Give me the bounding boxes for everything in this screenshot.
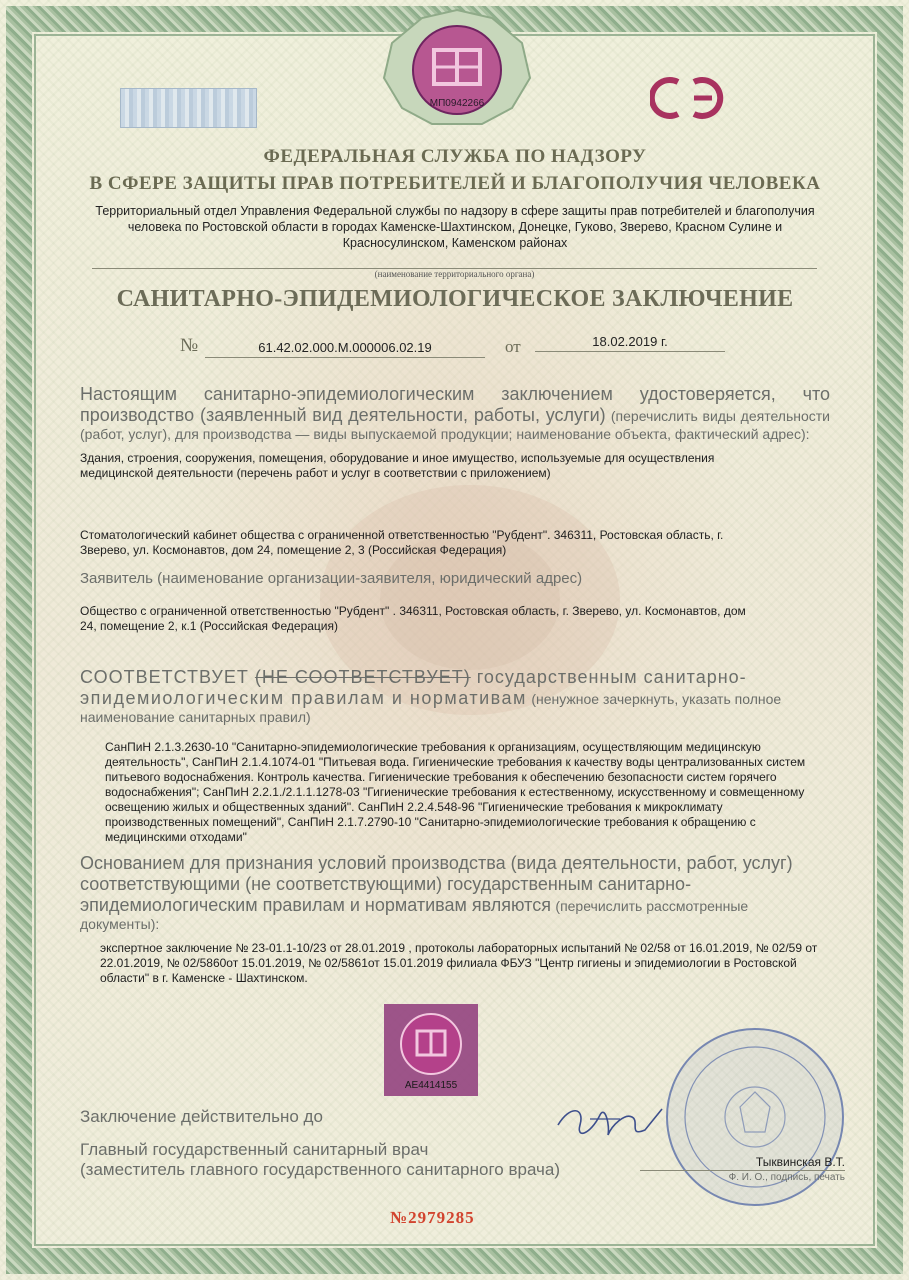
top-hologram-emblem-icon xyxy=(372,8,542,128)
hologram-strip xyxy=(120,88,257,128)
territorial-line2: человека по Ростовской области в городах Каменске-Шахтинском, Донецке, Гуково, Зверево, Красном Сулине и xyxy=(127,220,783,234)
conformity-word: СООТВЕТСТВУЕТ xyxy=(80,667,249,687)
applicant-line1: Общество с ограниченной ответственностью "Рубдент" . 346311, Ростовская область, г. Зверево, ул. Космонавтов, дом xyxy=(80,604,746,618)
se-logo-icon xyxy=(650,74,734,122)
territorial-line1: Территориальный отдел Управления Федеральной службы по надзору в сфере защиты прав потребителей и благополучия xyxy=(95,204,815,218)
applicant-hint: (наименование организации-заявителя, юридический адрес) xyxy=(157,570,583,587)
applicant-label: Заявитель xyxy=(80,570,153,587)
sanitary-rules-list: СанПиН 2.1.3.2630-10 "Санитарно-эпидемиологические требования к организациям, осуществляющим медицинскую деятельность", СанПиН 2.1.4.1074-01 "Питьевая вода. Гигиенические требования к качеству воды централизованных систем питьевого водоснабжения. Контроль качества. Гигиенические требования к обеспечению безопасности систем горячего водоснабжения"; СанПиН 2.2.1./2.1.1.1278-03 "Гигиенические требования к естественному, искусственному и совмещенному освещению жилых и общественных зданий". СанПиН 2.2.4.548-96 "Гигиенические требования к микроклимату производственных помещений", СанПиН 2.1.7.2790-10 "Санитарно-эпидемиологические требования к обращению с медицинскими отходами" xyxy=(105,740,806,844)
object-address xyxy=(80,528,840,558)
signer-caption: Ф. И. О., подпись, печать xyxy=(728,1172,845,1183)
bottom-hologram-emblem-icon xyxy=(384,1004,478,1096)
basis-text: Основанием для признания условий производства (вида деятельности, работ, услуг) соответствующими (не соответствующими) государственным санитарно-эпидемиологическим правилам и нормативам являются xyxy=(80,853,793,915)
deputy-chief-title: (заместитель главного государственного санитарного врача) xyxy=(80,1160,560,1179)
agency-title-line1: ФЕДЕРАЛЬНАЯ СЛУЖБА ПО НАДЗОРУ xyxy=(263,146,647,167)
serial-number: №2979285 xyxy=(390,1208,475,1227)
agency-title-line2: В СФЕРЕ ЗАЩИТЫ ПРАВ ПОТРЕБИТЕЛЕЙ И БЛАГОПОЛУЧИЯ ЧЕЛОВЕКА xyxy=(89,173,821,194)
conformity-rest2: эпидемиологическим правилам и нормативам xyxy=(80,688,527,708)
signer-underline xyxy=(640,1170,845,1171)
official-stamp-icon xyxy=(655,1022,855,1212)
conformity-hint: (ненужное зачеркнуть, указать полное наименование санитарных правил) xyxy=(80,691,782,725)
date-from-label: от xyxy=(505,337,521,356)
certification-hint: (перечислить виды деятельности (работ, услуг), для производства — виды выпускаемой продукции; наименование объекта, фактический адрес): xyxy=(80,408,830,442)
territorial-caption: (наименование территориального органа) xyxy=(374,269,535,279)
conformity-paragraph xyxy=(80,667,830,727)
certificate-number: 61.42.02.000.М.000006.02.19 xyxy=(205,340,485,358)
number-sign: № xyxy=(180,335,199,356)
valid-until-label: Заключение действительно до xyxy=(80,1107,323,1126)
activity-line1: Здания, строения, сооружения, помещения, оборудование и иное имущество, используемые для осуществления xyxy=(80,451,715,465)
non-conformity-struck: (НЕ СООТВЕТСТВУЕТ) xyxy=(254,667,471,687)
certification-paragraph xyxy=(80,384,830,444)
certification-text: Настоящим санитарно-эпидемиологическим заключением удостоверяется, что производство (заявленный вид деятельности, работы, услуги) xyxy=(80,384,830,425)
activity-description xyxy=(80,451,840,481)
top-hologram-code: МП0942266 xyxy=(429,98,485,109)
document-title: САНИТАРНО-ЭПИДЕМИОЛОГИЧЕСКОЕ ЗАКЛЮЧЕНИЕ xyxy=(116,286,794,312)
signer-name: Тыквинская В.Т. xyxy=(755,1155,845,1169)
conformity-rest1: государственным санитарно- xyxy=(476,667,747,687)
basis-hint: (перечислить рассмотренные документы): xyxy=(80,898,749,932)
applicant-line2: 24, помещение 2, к.1 (Российская Федерация) xyxy=(80,619,338,633)
certificate-date: 18.02.2019 г. xyxy=(535,334,725,352)
territorial-line3: Красносулинском, Каменском районах xyxy=(342,236,568,250)
signature-icon xyxy=(550,1095,670,1155)
chief-doctor-title: Главный государственный санитарный врач xyxy=(80,1140,429,1159)
basis-documents: экспертное заключение № 23-01.1-10/23 от 28.01.2019 , протоколы лабораторных испытаний № 02/58 от 16.01.2019, № 02/59 от 22.01.2019, № 02/5860от 15.01.2019, № 02/5861от 15.01.2019 филиала ФБУЗ "Центр гигиены и эпидемиологии в Ростовской области" в г. Каменске - Шахтинском. xyxy=(100,941,818,985)
basis-paragraph xyxy=(80,853,830,934)
activity-line2: медицинской деятельности (перечень работ и услуг в соответствии с приложением) xyxy=(80,466,551,480)
object-line2: Зверево, ул. Космонавтов, дом 24, помещение 2, 3 (Российская Федерация) xyxy=(80,543,507,557)
applicant-details xyxy=(80,604,840,634)
bottom-hologram-code: AE4414155 xyxy=(404,1080,458,1091)
applicant-label-row xyxy=(80,570,582,587)
object-line1: Стоматологический кабинет общества с ограниченной ответственностью "Рубдент". 346311, Ростовская область, г. xyxy=(80,528,724,542)
territorial-body xyxy=(60,203,850,251)
